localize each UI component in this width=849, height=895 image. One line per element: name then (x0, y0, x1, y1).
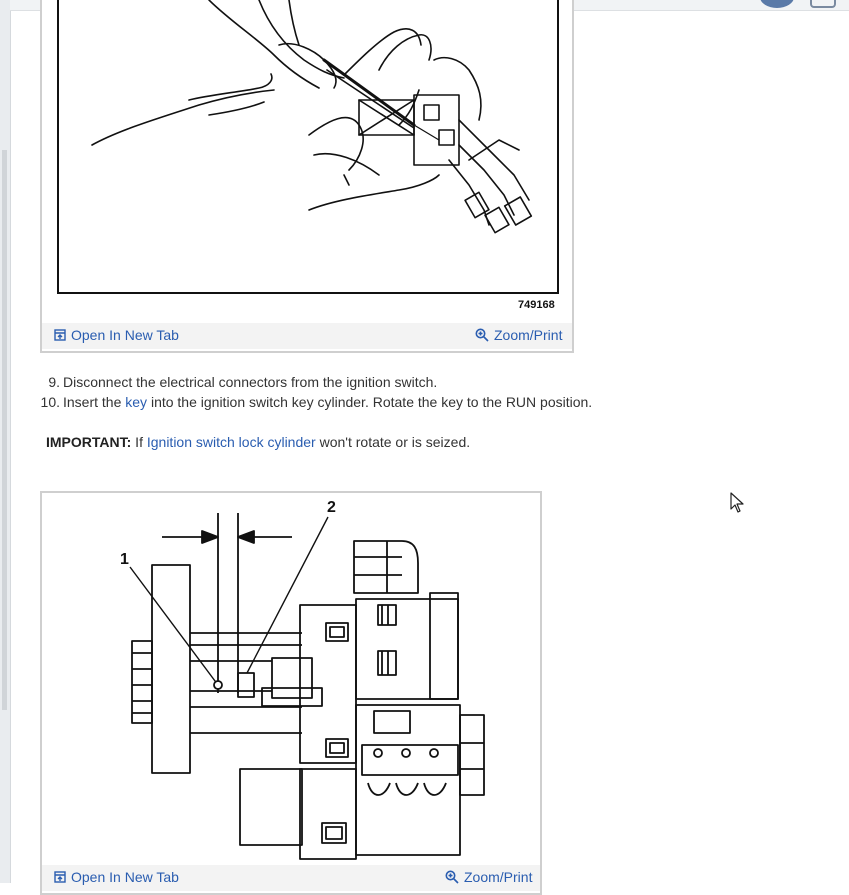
step-9 (40, 372, 592, 392)
step-number: 9. (48, 374, 60, 390)
step-10 (40, 392, 592, 412)
profile-button[interactable] (760, 0, 794, 8)
callout-2: 2 (327, 499, 336, 516)
callout-1: 1 (120, 551, 129, 568)
step-number: 10. (40, 394, 60, 410)
key-link[interactable]: key (125, 394, 148, 410)
scrollbar-thumb[interactable] (2, 150, 7, 710)
step-text-after: into the ignition switch key cylinder. Rotate the key to the RUN position. (147, 394, 593, 410)
open-tab-label: Open In New Tab (71, 327, 179, 343)
step-text-before: Insert the (63, 394, 126, 410)
zoom-print-label: Zoom/Print (464, 869, 533, 885)
figure-2 (40, 491, 542, 895)
important-text-after: won't rotate or is seized. (315, 434, 471, 450)
open-in-new-tab-link[interactable] (54, 327, 179, 343)
figure-2-toolbar (42, 865, 540, 891)
figure-1-illustration (57, 0, 559, 294)
zoom-icon (475, 328, 489, 342)
step-text: Disconnect the electrical connectors from the ignition switch. (63, 374, 438, 390)
ignition-switch-diagram (42, 493, 540, 863)
figure-1-number: 749168 (518, 299, 555, 311)
important-text-before: If (131, 434, 147, 450)
open-tab-label: Open In New Tab (71, 869, 179, 885)
figure-1 (40, 0, 574, 353)
hand-screwdriver-illustration (59, 0, 557, 292)
important-note (46, 432, 470, 452)
left-scroll-gutter[interactable] (0, 0, 11, 883)
mouse-pointer-icon (730, 492, 746, 514)
figure-1-toolbar (42, 323, 572, 349)
ignition-switch-lock-cylinder-link[interactable]: Ignition switch lock cylinder (146, 434, 316, 450)
zoom-print-link[interactable] (475, 327, 562, 343)
menu-icon[interactable] (810, 0, 836, 8)
zoom-icon (445, 870, 459, 884)
zoom-print-label: Zoom/Print (494, 327, 563, 343)
procedure-steps (40, 372, 592, 412)
open-tab-icon (54, 871, 66, 883)
important-label: IMPORTANT: (46, 434, 132, 450)
open-tab-icon (54, 329, 66, 341)
